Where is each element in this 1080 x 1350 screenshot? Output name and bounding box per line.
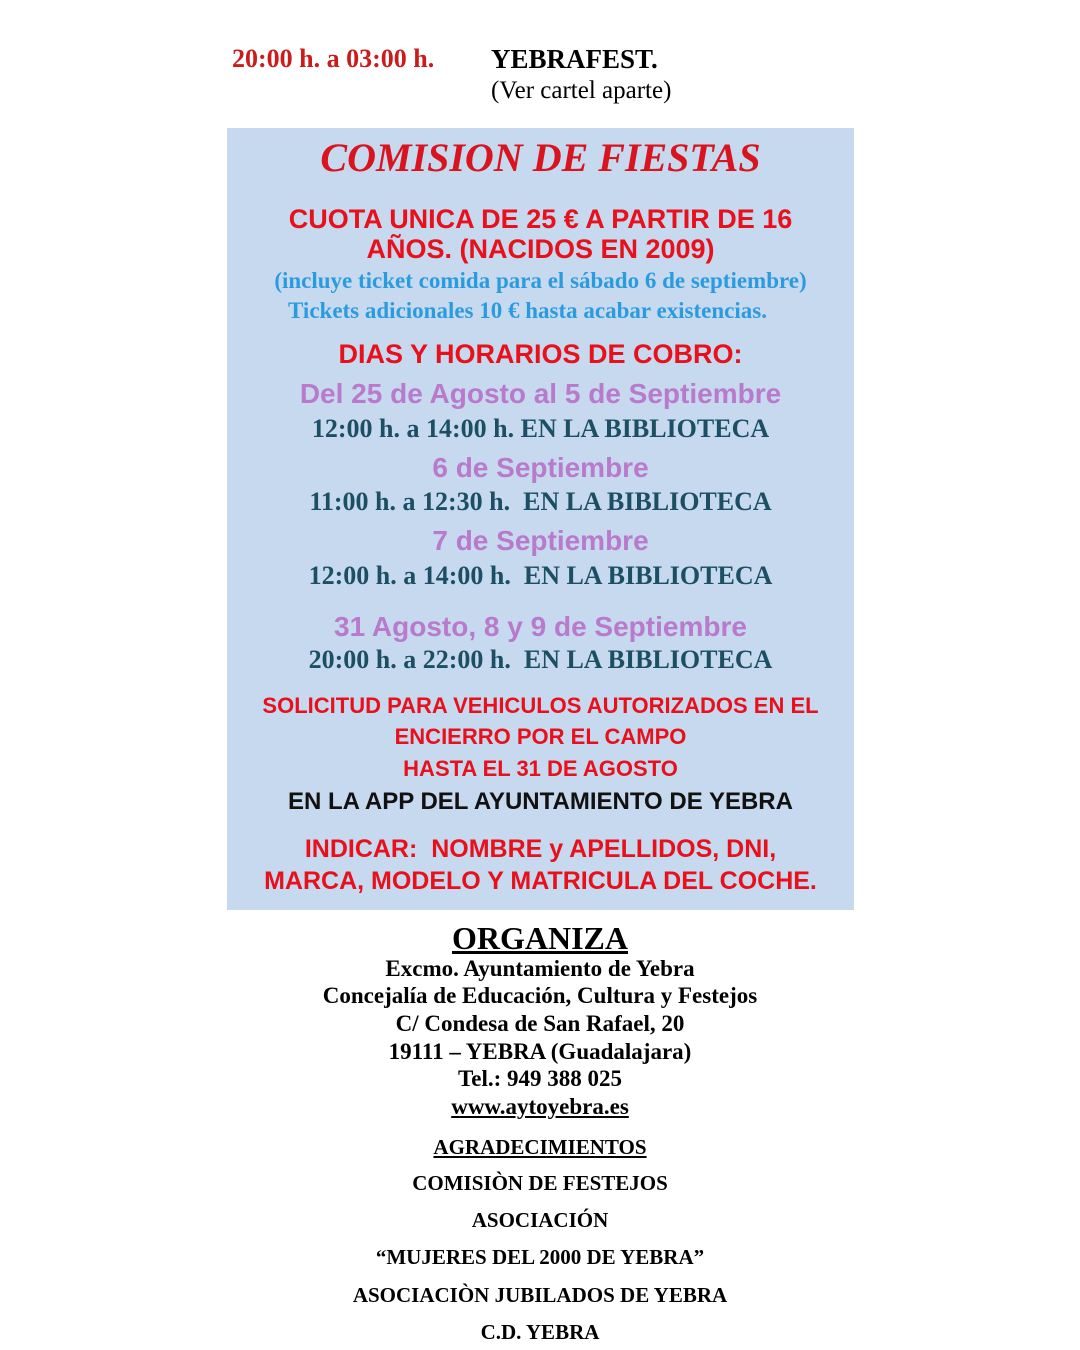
comision-heading: COMISION DE FIESTAS: [320, 135, 761, 180]
cuota-line-1: CUOTA UNICA DE 25 € A PARTIR DE 16: [288, 204, 793, 234]
agradecimientos-title: AGRADECIMIENTOS: [433, 1135, 647, 1159]
solicitud-line-1: SOLICITUD PARA VEHICULOS AUTORIZADOS EN EL: [262, 693, 819, 718]
incluye-note: (incluye ticket comida para el sábado 6 de septiembre): [274, 268, 807, 293]
agradecimiento-item: C.D. YEBRA: [480, 1320, 600, 1344]
agradecimiento-item: COMISIÒN DE FESTEJOS: [412, 1171, 668, 1195]
schedule-dates-4: 31 Agosto, 8 y 9 de Septiembre: [334, 611, 747, 642]
indicar-line-2: MARCA, MODELO Y MATRICULA DEL COCHE.: [264, 867, 817, 895]
solicitud-line-3: HASTA EL 31 DE AGOSTO: [403, 756, 678, 781]
website-link[interactable]: www.aytoyebra.es: [451, 1094, 629, 1119]
organiza-line-address: C/ Condesa de San Rafael, 20: [395, 1011, 685, 1036]
schedule-dates-1: Del 25 de Agosto al 5 de Septiembre: [299, 378, 782, 409]
organiza-line-city: 19111 – YEBRA (Guadalajara): [388, 1039, 692, 1064]
organiza-line-ayuntamiento: Excmo. Ayuntamiento de Yebra: [385, 956, 695, 981]
tickets-note: Tickets adicionales 10 € hasta acabar existencias.: [288, 298, 767, 323]
agradecimiento-item: ASOCIACIÓN: [471, 1208, 609, 1232]
schedule-dates-3: 7 de Septiembre: [432, 525, 649, 556]
event-title: YEBRAFEST.: [491, 44, 658, 74]
app-note: EN LA APP DEL AYUNTAMIENTO DE YEBRA: [288, 788, 793, 815]
organiza-title: ORGANIZA: [451, 920, 628, 956]
solicitud-line-2: ENCIERRO POR EL CAMPO: [394, 724, 687, 749]
indicar-line-1: INDICAR: NOMBRE y APELLIDOS, DNI,: [304, 835, 777, 863]
organiza-line-concejalia: Concejalía de Educación, Cultura y Festejos: [322, 983, 758, 1008]
cuota-line-2: AÑOS. (NACIDOS EN 2009): [366, 234, 715, 264]
schedule-dates-2: 6 de Septiembre: [432, 452, 649, 483]
schedule-hours-2: 11:00 h. a 12:30 h. EN LA BIBLIOTECA: [309, 487, 772, 516]
schedule-hours-1: 12:00 h. a 14:00 h. EN LA BIBLIOTECA: [311, 414, 770, 443]
schedule-hours-4: 20:00 h. a 22:00 h. EN LA BIBLIOTECA: [308, 645, 773, 674]
event-note: (Ver cartel aparte): [491, 77, 672, 104]
schedule-hours-3: 12:00 h. a 14:00 h. EN LA BIBLIOTECA: [308, 561, 773, 590]
dias-horarios-title: DIAS Y HORARIOS DE COBRO:: [338, 339, 743, 369]
agradecimiento-item: “MUJERES DEL 2000 DE YEBRA”: [375, 1245, 705, 1269]
organiza-line-phone: Tel.: 949 388 025: [458, 1066, 622, 1091]
event-time: 20:00 h. a 03:00 h.: [232, 44, 435, 73]
agradecimiento-item: ASOCIACIÒN JUBILADOS DE YEBRA: [352, 1283, 728, 1307]
